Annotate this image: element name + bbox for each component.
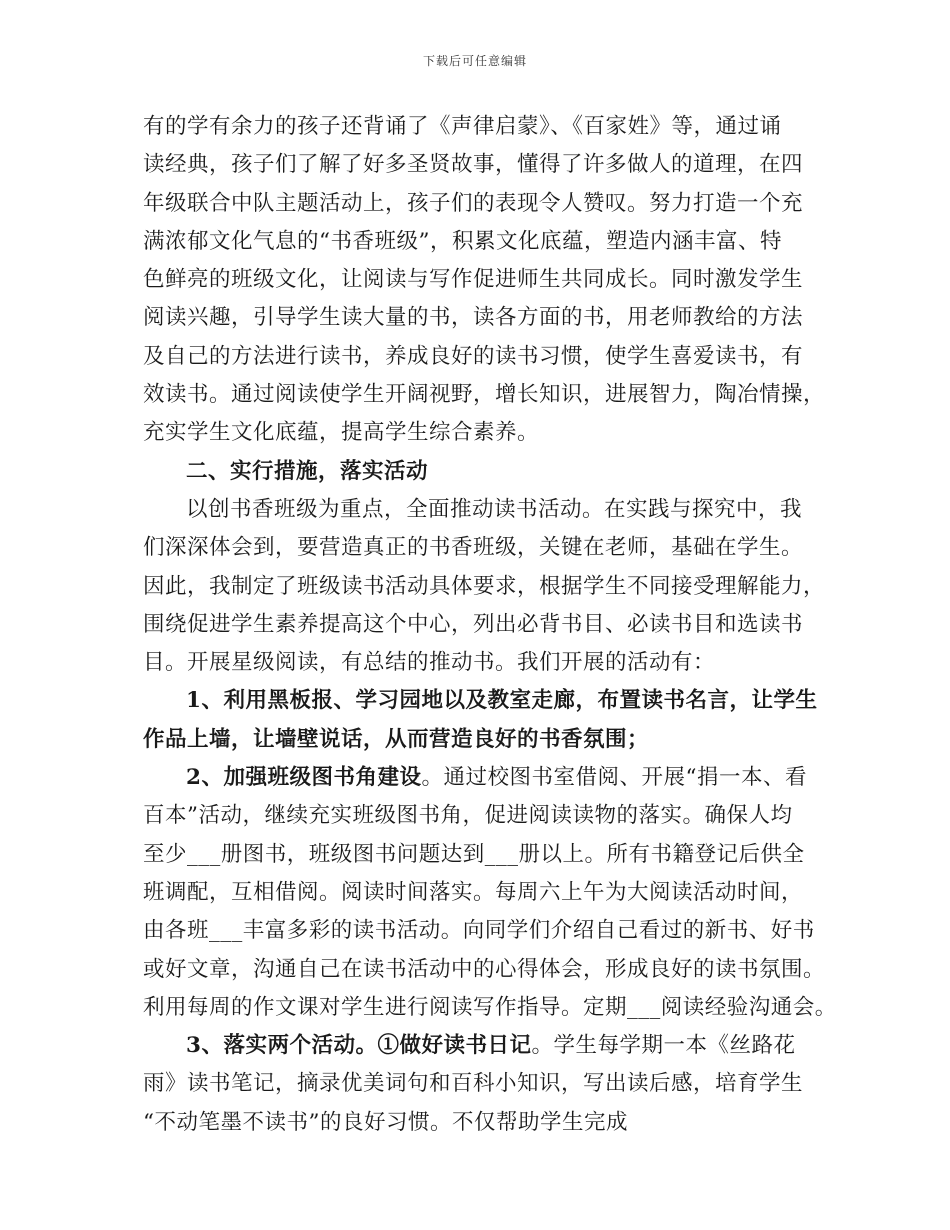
text-line — [143, 759, 823, 797]
text-line: 及自己的方法进行读书，养成良好的读书习惯，使学生喜爱读书，有 — [143, 343, 804, 369]
text-line: 以创书香班级为重点，全面推动读书活动。在实践与探究中，我 — [186, 496, 803, 522]
text-line: 利用每周的作文课对学生进行阅读写作指导。定期___阅读经验沟通会。 — [143, 994, 837, 1020]
item-lead-bold: 2、加强班级图书角建设 — [186, 765, 422, 791]
text-line: 效读书。通过阅读使学生开阔视野，增长知识，进展智力，陶冶情操， — [143, 382, 826, 408]
text-line: 或好文章，沟通自己在读书活动中的心得体会，形成良好的读书氛围。 — [143, 956, 826, 982]
text-line: 有的学有余力的孩子还背诵了《声律启蒙》、《百家姓》等，通过诵 — [143, 114, 782, 139]
list-item-2 — [143, 759, 837, 1027]
text-line: 围绕促进学生素养提高这个中心，列出必背书目、必读书目和选读书 — [143, 611, 804, 637]
text-line — [143, 1027, 823, 1065]
document-body — [143, 108, 837, 1142]
text-line: 百本”活动，继续充实班级图书角，促进阅读读物的落实。确保人均 — [143, 803, 793, 829]
item-lead-rest: 。通过校图书室借阅、开展“捐一本、看 — [421, 765, 807, 791]
text-line: 读经典，孩子们了解了好多圣贤故事，懂得了许多做人的道理，在四 — [143, 152, 804, 178]
text-line: 充实学生文化底蕴，提高学生综合素养。 — [143, 420, 540, 446]
text-line: 班调配，互相借阅。阅读时间落实。每周六上午为大阅读活动时间， — [143, 879, 804, 905]
text-line: 因此，我制定了班级读书活动具体要求，根据学生不同接受理解能力， — [143, 573, 826, 599]
text-line: “不动笔墨不读书”的良好习惯。不仅帮助学生完成 — [143, 1109, 628, 1135]
text-line: 们深深体会到，要营造真正的书香班级，关键在老师，基础在学生。 — [143, 535, 804, 561]
text-line: 雨》读书笔记，摘录优美词句和百科小知识，写出读后感，培育学生 — [143, 1071, 804, 1097]
paragraph-intro — [143, 108, 826, 453]
text-line: 由各班___丰富多彩的读书活动。向同学们介绍自己看过的新书、好书 — [143, 918, 815, 944]
text-line: 1、利用黑板报、学习园地以及教室走廊，布置读书名言，让学生 — [186, 688, 818, 714]
list-item-1 — [143, 682, 823, 759]
paragraph-measures — [143, 491, 826, 682]
list-item-3 — [143, 1027, 823, 1142]
item-lead-bold: 3、落实两个活动。①做好读书日记 — [186, 1033, 532, 1059]
text-line: 目。开展星级阅读，有总结的推动书。我们开展的活动有： — [143, 650, 716, 676]
text-line: 阅读兴趣，引导学生读大量的书，读各方面的书，用老师教给的方法 — [143, 305, 804, 331]
text-line: 作品上墙，让墙壁说话，从而营造良好的书香氛围； — [143, 726, 650, 752]
section-heading: 二、实行措施，落实活动 — [186, 458, 429, 484]
text-line: 色鲜亮的班级文化，让阅读与写作促进师生共同成长。同时激发学生 — [143, 267, 804, 293]
text-line: 至少___册图书，班级图书问题达到___册以上。所有书籍登记后供全 — [143, 841, 805, 867]
text-line: 年级联合中队主题活动上，孩子们的表现令人赞叹。努力打造一个充 — [143, 190, 804, 216]
item-lead-rest: 。学生每学期一本《丝路花 — [531, 1033, 796, 1059]
text-line: 满浓郁文化气息的“书香班级”，积累文化底蕴，塑造内涵丰富、特 — [143, 228, 782, 254]
header-note: 下载后可任意编辑 — [422, 54, 527, 68]
